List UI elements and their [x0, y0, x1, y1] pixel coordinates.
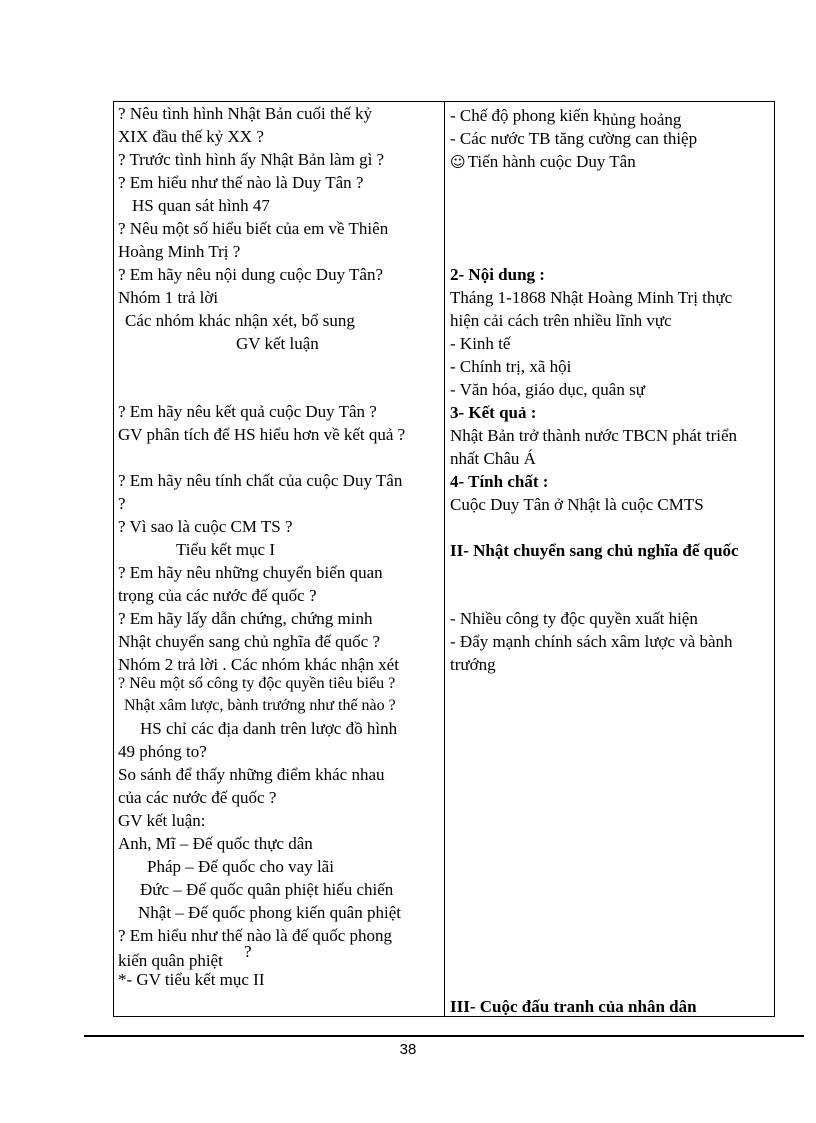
question-mark: ?: [244, 942, 252, 961]
question-line: trọng của các nước đế quốc ?: [118, 586, 317, 605]
question-line: ? Nêu một số hiểu biết của em về Thiên: [118, 219, 389, 238]
section-heading: 3- Kết quả :: [450, 403, 537, 422]
activity-line: Nhóm 1 trả lời: [118, 288, 219, 307]
question-line: ? Vì sao là cuộc CM TS ?: [118, 517, 293, 536]
question-line: ? Em hiểu như thế nào là đế quốc phong: [118, 926, 393, 945]
section-heading: 2- Nội dung :: [450, 265, 545, 284]
content-column: [450, 103, 772, 1123]
footer-rule: [84, 1035, 804, 1037]
content-line: hiện cải cách trên nhiều lĩnh vực: [450, 311, 672, 330]
smiley-bullet-icon: ☺: [450, 153, 466, 171]
activity-line: GV kết luận: [236, 334, 319, 353]
content-line: nhất Châu Á: [450, 449, 536, 468]
content-line: - Kinh tế: [450, 334, 511, 353]
summary-line: *- GV tiểu kết mục II: [118, 970, 265, 989]
content-line: - Văn hóa, giáo dục, quân sự: [450, 380, 645, 399]
conclusion-line: Anh, Mĩ – Đế quốc thực dân: [118, 834, 313, 853]
content-line: ☺ Tiến hành cuộc Duy Tân: [450, 152, 636, 171]
question-line: ? Em hãy nêu kết quả cuộc Duy Tân ?: [118, 402, 377, 421]
question-line: ? Em hiểu như thế nào là Duy Tân ?: [118, 173, 364, 192]
question-line: ? Em hãy nêu tính chất của cuộc Duy Tân: [118, 471, 403, 490]
activity-line: HS chỉ các địa danh trên lược đồ hình: [140, 719, 398, 738]
content-line: - Chính trị, xã hội: [450, 357, 572, 376]
section-heading: III- Cuộc đấu tranh của nhân dân: [450, 997, 697, 1016]
question-line: Hoàng Minh Trị ?: [118, 242, 241, 261]
question-line: Nhật xâm lược, bành trướng như thế nào ?: [124, 697, 396, 714]
content-line: - Chế độ phong kiến khủng hoảng: [450, 106, 682, 129]
conclusion-line: GV kết luận:: [118, 811, 206, 830]
content-line: Tháng 1-1868 Nhật Hoàng Minh Trị thực: [450, 288, 733, 307]
conclusion-line: Pháp – Đế quốc cho vay lãi: [147, 857, 334, 876]
content-line: - Nhiều công ty độc quyền xuất hiện: [450, 609, 698, 628]
content-line: - Đẩy mạnh chính sách xâm lược và bành: [450, 632, 733, 651]
content-line: Cuộc Duy Tân ở Nhật là cuộc CMTS: [450, 495, 704, 514]
question-line: ? Nêu một số công ty độc quyền tiêu biểu ?: [118, 675, 396, 692]
question-line: ? Em hãy nêu nội dung cuộc Duy Tân?: [118, 265, 384, 284]
activity-line: Các nhóm khác nhận xét, bổ sung: [125, 311, 355, 330]
question-line: ?: [118, 494, 126, 513]
question-line: ? Trước tình hình ấy Nhật Bản làm gì ?: [118, 150, 385, 169]
question-line: XIX đầu thế kỷ XX ?: [118, 127, 264, 146]
conclusion-line: Đức – Đế quốc quân phiệt hiếu chiến: [140, 880, 394, 899]
question-line: kiến quân phiệt: [118, 951, 223, 970]
activity-line: Nhóm 2 trả lời . Các nhóm khác nhận xét: [118, 655, 399, 674]
column-divider: [444, 101, 445, 1017]
content-line: trướng: [450, 655, 496, 674]
content-line: - Các nước TB tăng cường can thiệp: [450, 129, 698, 148]
question-line: GV phân tích để HS hiểu hơn về kết quả ?: [118, 425, 406, 444]
question-line: của các nước đế quốc ?: [118, 788, 277, 807]
section-heading: 4- Tính chất :: [450, 472, 549, 491]
question-line: ? Em hãy lấy dẫn chứng, chứng minh: [118, 609, 373, 628]
question-line: ? Em hãy nêu những chuyển biến quan: [118, 563, 383, 582]
activity-line: HS quan sát hình 47: [132, 196, 270, 215]
content-line: Nhật Bản trở thành nước TBCN phát triển: [450, 426, 738, 445]
section-heading: II- Nhật chuyển sang chủ nghĩa đế quốc: [450, 541, 739, 560]
activity-line: Tiểu kết mục I: [176, 540, 276, 559]
question-line: Nhật chuyển sang chủ nghĩa đế quốc ?: [118, 632, 380, 651]
question-line: So sánh để thấy những điểm khác nhau: [118, 765, 385, 784]
question-line: ? Nêu tình hình Nhật Bản cuối thế kỷ: [118, 104, 373, 123]
activity-line: 49 phóng to?: [118, 742, 207, 761]
teacher-activity-column: [118, 103, 440, 1123]
page-number: 38: [399, 1041, 417, 1058]
conclusion-line: Nhật – Đế quốc phong kiến quân phiệt: [138, 903, 401, 922]
